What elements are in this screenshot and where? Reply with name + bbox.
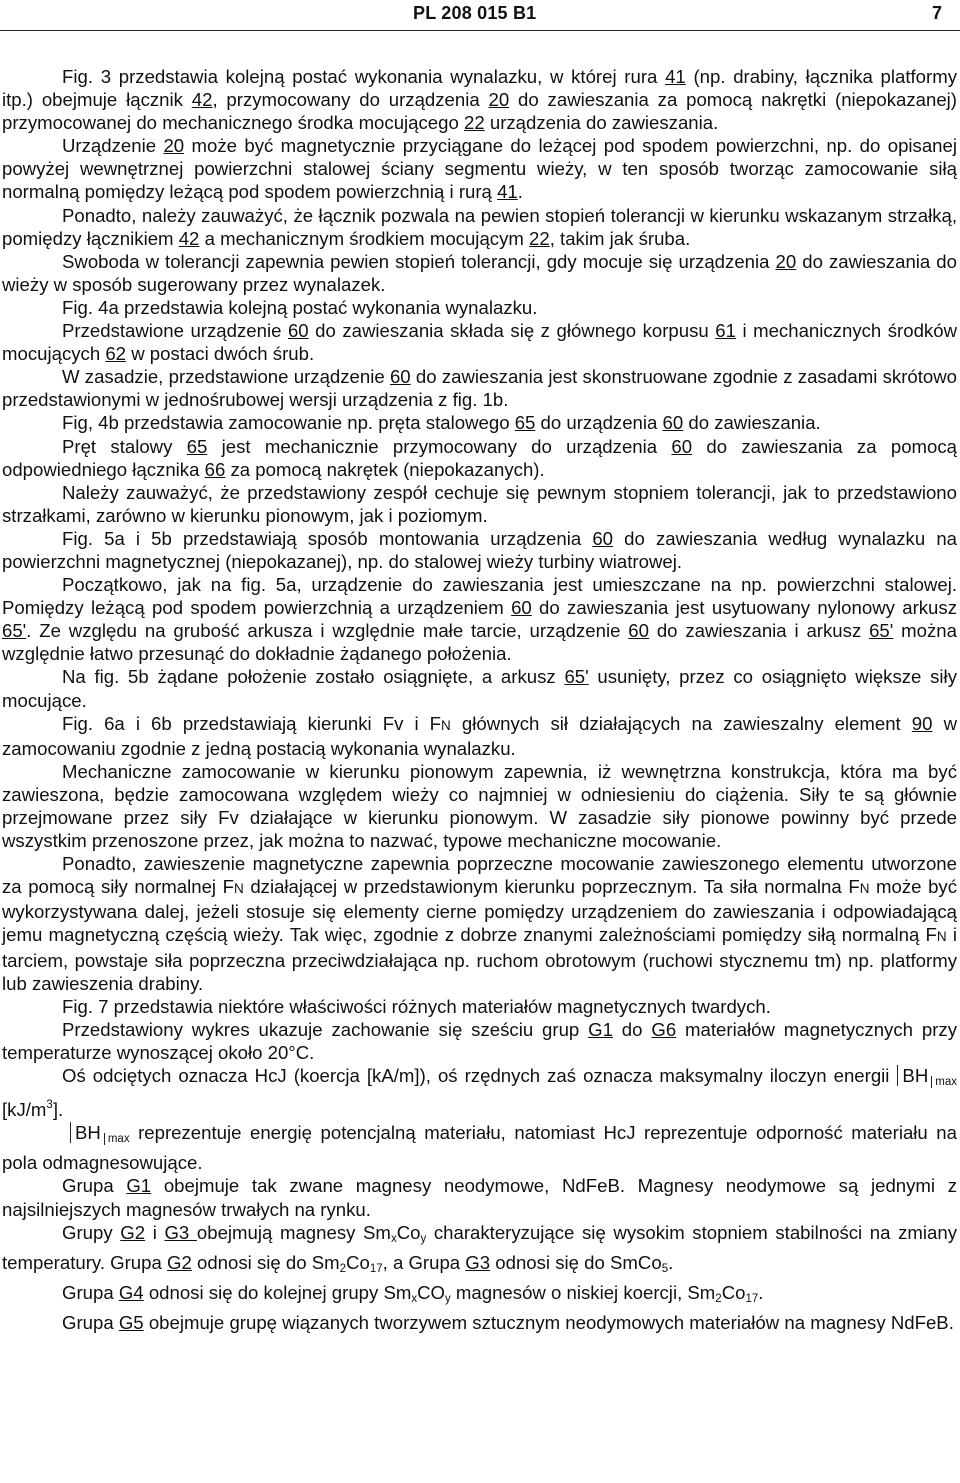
text-run: Należy zauważyć, że przedstawiony zespół cechuje się pewnym stopniem tolerancji, jak to przedstawiono strzałkami, zarówno w kierunku pionowym, jak i poziomym. xyxy=(2,481,957,526)
text-run: można względnie łatwo przesunąć do dokładnie żądanego położenia. xyxy=(2,620,957,665)
text-run: jest mechanicznie przymocowany do urządzenia xyxy=(207,435,672,457)
formula-fragment: y xyxy=(420,1232,427,1245)
text-run: , a Grupa xyxy=(382,1251,466,1273)
paragraph xyxy=(2,760,957,852)
text-run: i tarciem, powstaje siła poprzeczna przeciwdziałająca np. ruchom obrotowym (ruchowi stycznemu tm) np. platformy lub zawieszenia drabiny. xyxy=(2,924,957,994)
text-run: odnosi się do kolejnej grupy Sm xyxy=(143,1281,412,1303)
text-run: . xyxy=(758,1281,764,1303)
paragraph xyxy=(2,435,957,481)
reference-numeral: 41 xyxy=(665,66,686,87)
text-run: Ponadto, należy zauważyć, że łącznik pozwala na pewien stopień tolerancji w kierunku wskazanym strzałką, pomiędzy łącznikiem xyxy=(2,204,957,249)
reference-numeral: 60 xyxy=(389,366,411,388)
paragraph xyxy=(2,995,957,1018)
reference-numeral: G2 xyxy=(120,1221,146,1243)
text-run: , takim jak śruba. xyxy=(549,227,691,249)
text-run: materiałów magnetycznych przy temperaturze wynoszącej około 20°C. xyxy=(2,1018,957,1063)
text-run: obejmuje tak zwane magnesy neodymowe, NdFeB. Magnesy neodymowe są jednymi z najsilniejszych magnesów trwałych na rynku. xyxy=(2,1175,958,1220)
reference-numeral: G1 xyxy=(588,1018,613,1040)
formula-fragment: x xyxy=(390,1232,397,1245)
text-run: do urządzenia xyxy=(535,412,663,434)
formula-fragment: 17 xyxy=(369,1262,383,1275)
text-run: w postaci dwóch śrub. xyxy=(126,343,315,365)
text-run: a mechanicznym środkiem mocującym xyxy=(199,227,530,249)
text-run: obejmuje grupę wiązanych tworzywem sztucznym neodymowych materiałów na magnesy NdFeB. xyxy=(143,1311,954,1333)
text-run: do xyxy=(612,1018,652,1040)
reference-numeral: G3 xyxy=(164,1221,197,1243)
formula-fragment: 2 xyxy=(715,1292,722,1305)
text-run: do zawieszania za pomocą nakrętki (niepokazanej) przymocowanej do mechanicznego środka mocującego xyxy=(2,89,957,134)
text-run: głównych sił działających na zawieszalny element xyxy=(450,712,912,734)
reference-numeral: 90 xyxy=(911,712,933,734)
text-run: obejmują magnesy Sm xyxy=(196,1221,391,1243)
reference-numeral: 20 xyxy=(775,250,797,272)
text-run: do zawieszania składa się z głównego korpusu xyxy=(308,320,716,342)
paragraph xyxy=(2,365,957,411)
paragraph xyxy=(2,296,957,319)
formula-fragment: 17 xyxy=(745,1292,759,1305)
text-run: i mechanicznych środków mocujących xyxy=(2,320,957,365)
formula-fragment: y xyxy=(445,1292,451,1305)
reference-numeral: 60 xyxy=(511,597,532,619)
text-run: może być wykorzystywana dalej, jeżeli stosuje się elementy cierne pomiędzy urządzeniem do zawieszania i odpowiadającą jemu magnetyczną częścią wieży. Tak więc, zgodnie z dobrze znanymi zależnościami pomiędzy siłą normalną F xyxy=(2,876,958,946)
paragraph xyxy=(2,712,957,760)
text-run: . xyxy=(668,1251,674,1273)
text-run: Fig. 6a i 6b przedstawiają kierunki Fv i F xyxy=(62,712,442,734)
page-number: 7 xyxy=(931,3,942,23)
text-run: do zawieszania według wynalazku na powierzchni magnetycznej (niepokazanej), np. do stalowej wieży turbiny wiatrowej. xyxy=(2,527,958,572)
text-run: do zawieszania. xyxy=(683,412,821,434)
paragraph xyxy=(2,665,957,711)
reference-numeral: 20 xyxy=(488,89,510,111)
reference-numeral: 62 xyxy=(105,343,127,365)
reference-numeral: 42 xyxy=(178,227,200,249)
text-run: działającej w przedstawionym kierunku poprzecznym. Ta siła normalna F xyxy=(243,876,860,898)
paragraph xyxy=(2,1221,957,1281)
text-run: Grupa xyxy=(62,1175,127,1197)
text-run: Na fig. 5b żądane położenie zostało osiągnięte, a arkusz xyxy=(62,666,565,688)
reference-numeral: G1 xyxy=(126,1175,152,1197)
text-run: W zasadzie, przedstawione urządzenie xyxy=(62,366,390,388)
page-header xyxy=(0,0,960,31)
text-run: do zawieszania i arkusz xyxy=(648,620,870,642)
text-run: Ponadto, zawieszenie magnetyczne zapewnia poprzeczne mocowanie zawieszonego elementu utworzone za pomocą siły normalnej F xyxy=(2,853,957,898)
reference-numeral: 60 xyxy=(628,620,649,642)
reference-numeral: 61 xyxy=(715,320,736,342)
text-run: i xyxy=(145,1221,165,1243)
formula-fragment: N xyxy=(859,881,870,897)
text-run: reprezentuje energię potencjalną materiału, natomiast HcJ reprezentuje odporność materiału na pola odmagnesowujące. xyxy=(2,1122,957,1174)
text-run: Co xyxy=(346,1251,370,1273)
paragraph xyxy=(2,1311,957,1334)
text-run: Grupy xyxy=(62,1221,121,1243)
text-run: urządzenia do zawieszania. xyxy=(484,112,719,134)
text-run: Mechaniczne zamocowanie w kierunku pionowym zapewnia, iż wewnętrzna konstrukcja, która ma być zawieszona, będzie zamocowana względem wieży co najmniej w odniesieniu do ciążenia. Siły te są głównie przejmowane przez siły Fv działające w kierunku pionowym. W zasadzie siły pionowe powinny być przede wszystkim przenoszone przez, jak można to nazwać, typowe mechaniczne mocowanie. xyxy=(2,760,957,852)
text-run: , przymocowany do urządzenia xyxy=(212,89,489,111)
paragraph xyxy=(2,573,957,665)
formula-fragment: N xyxy=(233,881,244,897)
paragraph xyxy=(2,527,957,573)
text-run: Fig. 7 przedstawia niektóre właściwości różnych materiałów magnetycznych twardych. xyxy=(62,995,771,1017)
formula-fragment: 2 xyxy=(339,1262,347,1275)
formula-fragment: x xyxy=(411,1292,418,1305)
reference-numeral: 65' xyxy=(869,620,894,642)
document-id: PL 208 015 B1 xyxy=(413,3,537,23)
paragraph xyxy=(2,1174,957,1220)
reference-numeral: 22 xyxy=(529,227,550,249)
reference-numeral: 20 xyxy=(163,135,185,157)
formula-fragment: N xyxy=(936,929,947,945)
text-run: usunięty, przez co osiągnięto większe siły mocujące. xyxy=(2,666,957,711)
text-run: Przedstawiony wykres ukazuje zachowanie się sześciu grup xyxy=(62,1018,589,1040)
reference-numeral: G4 xyxy=(118,1281,144,1303)
formula-fragment: 3 xyxy=(46,1099,53,1112)
text-run: . Ze względu na grubość arkusza i względnie małe tarcie, urządzenie xyxy=(26,620,629,642)
text-run: Fig, 4b przedstawia zamocowanie np. pręta stalowego xyxy=(62,412,515,434)
text-run: za pomocą nakrętek (niepokazanych). xyxy=(225,458,545,480)
text-run: CO xyxy=(417,1281,445,1303)
text-run: (np. drabiny, łącznika platformy itp.) obejmuje łącznik xyxy=(2,66,957,111)
text-run: Początkowo, jak na fig. 5a, urządzenie do zawieszania jest umieszczane na np. powierzchni stalowej. Pomiędzy leżącą pod spodem powierzchnią a urządzeniem xyxy=(2,574,957,619)
text-run: Oś odciętych oznacza HcJ (koercja [kA/m]), oś rzędnych zaś oznacza maksymalny iloczyn energii xyxy=(62,1065,890,1087)
text-run: charakteryzujące się wysokim stopniem stabilności na zmiany temperatury. Grupa xyxy=(2,1221,957,1273)
reference-numeral: 22 xyxy=(464,112,485,134)
paragraph xyxy=(2,1121,957,1174)
paragraph xyxy=(2,852,957,995)
text-run: Fig. 3 przedstawia kolejną postać wykonania wynalazku, w której rura xyxy=(62,66,666,87)
text-run: Co xyxy=(721,1281,746,1303)
text-run: [kJ/m xyxy=(2,1099,47,1121)
reference-numeral: 65 xyxy=(186,435,208,457)
text-run: ]. xyxy=(52,1099,64,1121)
formula-fragment: max xyxy=(104,1133,130,1145)
reference-numeral: 60 xyxy=(592,527,614,549)
paragraph xyxy=(2,481,957,527)
text-run: . xyxy=(517,181,523,203)
reference-numeral: 65 xyxy=(514,412,536,434)
reference-numeral: G5 xyxy=(118,1311,144,1333)
text-run: Urządzenie xyxy=(62,135,164,157)
paragraph xyxy=(2,411,957,434)
reference-numeral: 60 xyxy=(662,412,684,434)
paragraph xyxy=(2,204,957,250)
reference-numeral: G2 xyxy=(167,1251,192,1273)
reference-numeral: G6 xyxy=(651,1018,677,1040)
text-run: Fig. 5a i 5b przedstawiają sposób montowania urządzenia xyxy=(62,527,593,549)
formula-fragment: max xyxy=(931,1076,957,1088)
reference-numeral: 60 xyxy=(287,320,309,342)
body-text xyxy=(2,65,957,1334)
text-run: magnesów o niskiej koercji, Sm xyxy=(450,1281,716,1303)
text-run: Przedstawione urządzenie xyxy=(62,320,288,342)
paragraph xyxy=(2,134,957,203)
text-run: Swoboda w tolerancji zapewnia pewien stopień tolerancji, gdy mocuje się urządzenia xyxy=(62,250,776,272)
reference-numeral: 66 xyxy=(204,458,226,480)
text-run: odnosi się do SmCo xyxy=(490,1251,662,1273)
text-run: Pręt stalowy xyxy=(62,435,187,457)
text-run: może być magnetycznie przyciągane do leżącej pod spodem powierzchni, np. do opisanej powyżej wewnętrznej powierzchni stalowej ściany segmentu wieży, w ten sposób tworząc zamocowanie siłą normalną pomiędzy leżącą pod spodem powierzchnią i rurą xyxy=(2,135,957,203)
formula-fragment: BH xyxy=(897,1065,928,1086)
text-run: do zawieszania jest skonstruowane zgodnie z zasadami skrótowo przedstawionymi w jednośrubowej wersji urządzenia z fig. 1b. xyxy=(2,366,957,411)
reference-numeral: 42 xyxy=(191,89,213,111)
text-run: Fig. 4a przedstawia kolejną postać wykonania wynalazku. xyxy=(62,296,538,318)
text-run: w zamocowaniu zgodnie z jedną postacią wykonania wynalazku. xyxy=(2,712,957,759)
formula-fragment: 5 xyxy=(661,1262,669,1275)
paragraph xyxy=(2,1064,957,1121)
paragraph xyxy=(2,65,957,134)
paragraph xyxy=(2,250,957,296)
formula-fragment: N xyxy=(441,717,451,733)
text-run: Grupa xyxy=(62,1281,119,1303)
text-run: do zawieszania jest usytuowany nylonowy arkusz xyxy=(531,597,957,619)
formula-fragment: BH xyxy=(70,1122,101,1143)
reference-numeral: 65' xyxy=(564,666,589,688)
text-run: do zawieszania za pomocą odpowiedniego łącznika xyxy=(2,435,957,480)
text-run: Grupa xyxy=(62,1311,119,1333)
text-run: Co xyxy=(396,1221,421,1243)
paragraph xyxy=(2,1281,957,1311)
reference-numeral: 60 xyxy=(671,435,693,457)
paragraph xyxy=(2,319,957,365)
reference-numeral: G3 xyxy=(465,1251,491,1273)
text-run: do zawieszania do wieży w sposób sugerowany przez wynalazek. xyxy=(2,250,957,295)
reference-numeral: 65' xyxy=(2,620,27,642)
reference-numeral: 41 xyxy=(497,181,518,203)
paragraph xyxy=(2,1018,957,1064)
text-run: odnosi się do Sm xyxy=(191,1251,340,1273)
